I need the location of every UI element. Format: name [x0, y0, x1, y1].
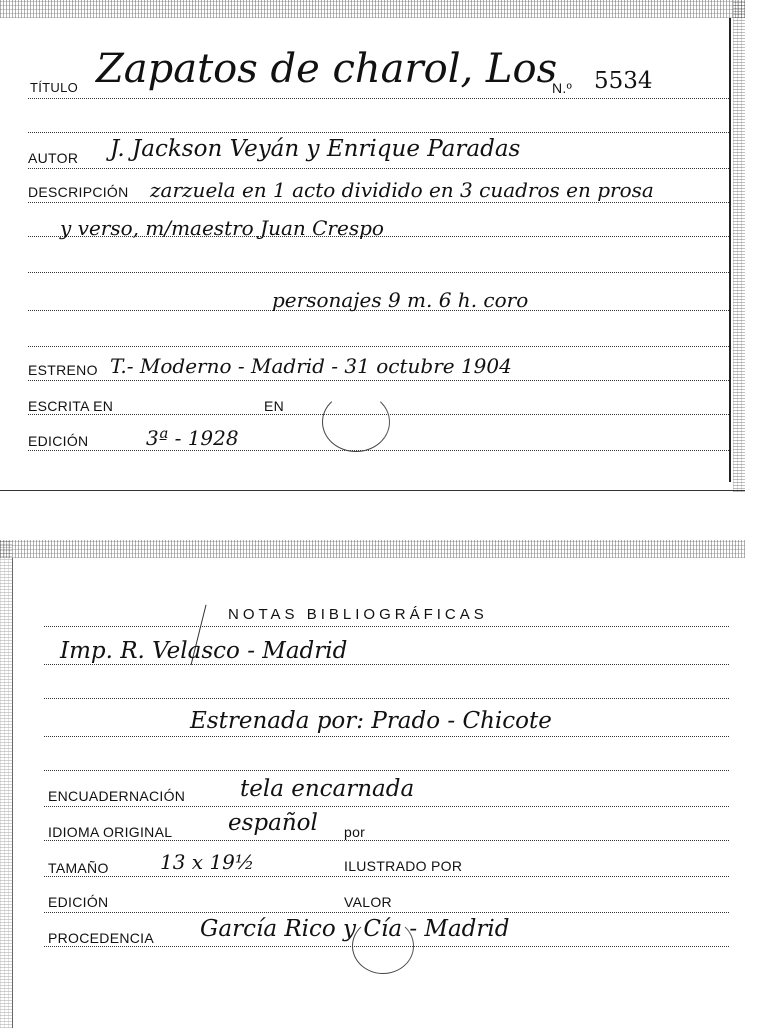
card-bottom-edge	[0, 490, 745, 491]
personajes-note: personajes 9 m. 6 h. coro	[272, 288, 529, 312]
ink-stamp-mark	[352, 918, 414, 974]
ilustrado-label: ILUSTRADO POR	[344, 858, 463, 874]
autor-value: J. Jackson Veyán y Enrique Paradas	[110, 136, 521, 162]
descripcion-line2: y verso, m/maestro Juan Crespo	[60, 216, 384, 240]
rule-line	[28, 168, 729, 169]
rule-line	[28, 272, 729, 273]
card-border-right	[729, 18, 731, 482]
descripcion-line1: zarzuela en 1 acto dividido en 3 cuadros en prosa	[150, 178, 654, 202]
notas-heading: NOTAS BIBLIOGRÁFICAS	[228, 606, 488, 623]
catalog-card-main	[0, 0, 745, 492]
rule-line	[44, 736, 729, 737]
rule-line	[28, 380, 729, 381]
edicion-value: 3ª - 1928	[146, 426, 239, 450]
rule-line	[28, 132, 729, 133]
encuadernacion-label: ENCUADERNACIÓN	[48, 788, 186, 804]
scan-noise-left	[0, 540, 12, 1028]
edicion-label: EDICIÓN	[28, 433, 89, 449]
rule-line	[44, 806, 729, 807]
escrita-en-label: ESCRITA EN	[28, 398, 114, 414]
procedencia-label: PROCEDENCIA	[48, 930, 154, 946]
rule-line	[44, 840, 729, 841]
rule-line	[28, 98, 729, 99]
idioma-label: IDIOMA ORIGINAL	[48, 824, 173, 840]
tamano-label: TAMAÑO	[48, 860, 109, 876]
rule-line	[44, 664, 729, 665]
note-line-1: Imp. R. Velasco - Madrid	[60, 638, 348, 664]
scan-noise-top	[0, 0, 745, 18]
rule-line	[28, 202, 729, 203]
rule-line	[44, 876, 729, 877]
estreno-label: ESTRENO	[28, 362, 98, 378]
procedencia-value: García Rico y Cía - Madrid	[200, 916, 510, 942]
titulo-label: TÍTULO	[30, 80, 79, 95]
ink-stamp-mark	[322, 392, 390, 452]
tamano-value: 13 x 19½	[160, 850, 255, 874]
idioma-value: español	[228, 810, 318, 836]
note-line-2: Estrenada por: Prado - Chicote	[190, 708, 552, 734]
rule-line	[44, 698, 729, 699]
rule-line	[44, 770, 729, 771]
rule-line	[44, 626, 729, 627]
catalog-card-notes	[0, 540, 745, 1028]
encuadernacion-value: tela encarnada	[240, 776, 415, 802]
valor-label: VALOR	[344, 894, 392, 910]
scan-noise-right	[733, 0, 745, 492]
edicion-label-2: EDICIÓN	[48, 894, 109, 910]
estreno-value: T.- Moderno - Madrid - 31 octubre 1904	[110, 354, 512, 378]
rule-line	[28, 450, 729, 451]
autor-label: AUTOR	[28, 150, 79, 166]
card-border-left	[12, 558, 13, 1028]
numero-value: 5534	[594, 68, 653, 94]
descripcion-label: DESCRIPCIÓN	[28, 184, 129, 200]
por-label: por	[344, 824, 366, 840]
rule-line	[28, 346, 729, 347]
titulo-value: Zapatos de charol, Los	[96, 46, 558, 92]
scan-noise-top	[0, 540, 745, 558]
rule-line	[44, 912, 729, 913]
numero-label: N.º	[552, 80, 573, 96]
en-label: EN	[264, 398, 285, 414]
